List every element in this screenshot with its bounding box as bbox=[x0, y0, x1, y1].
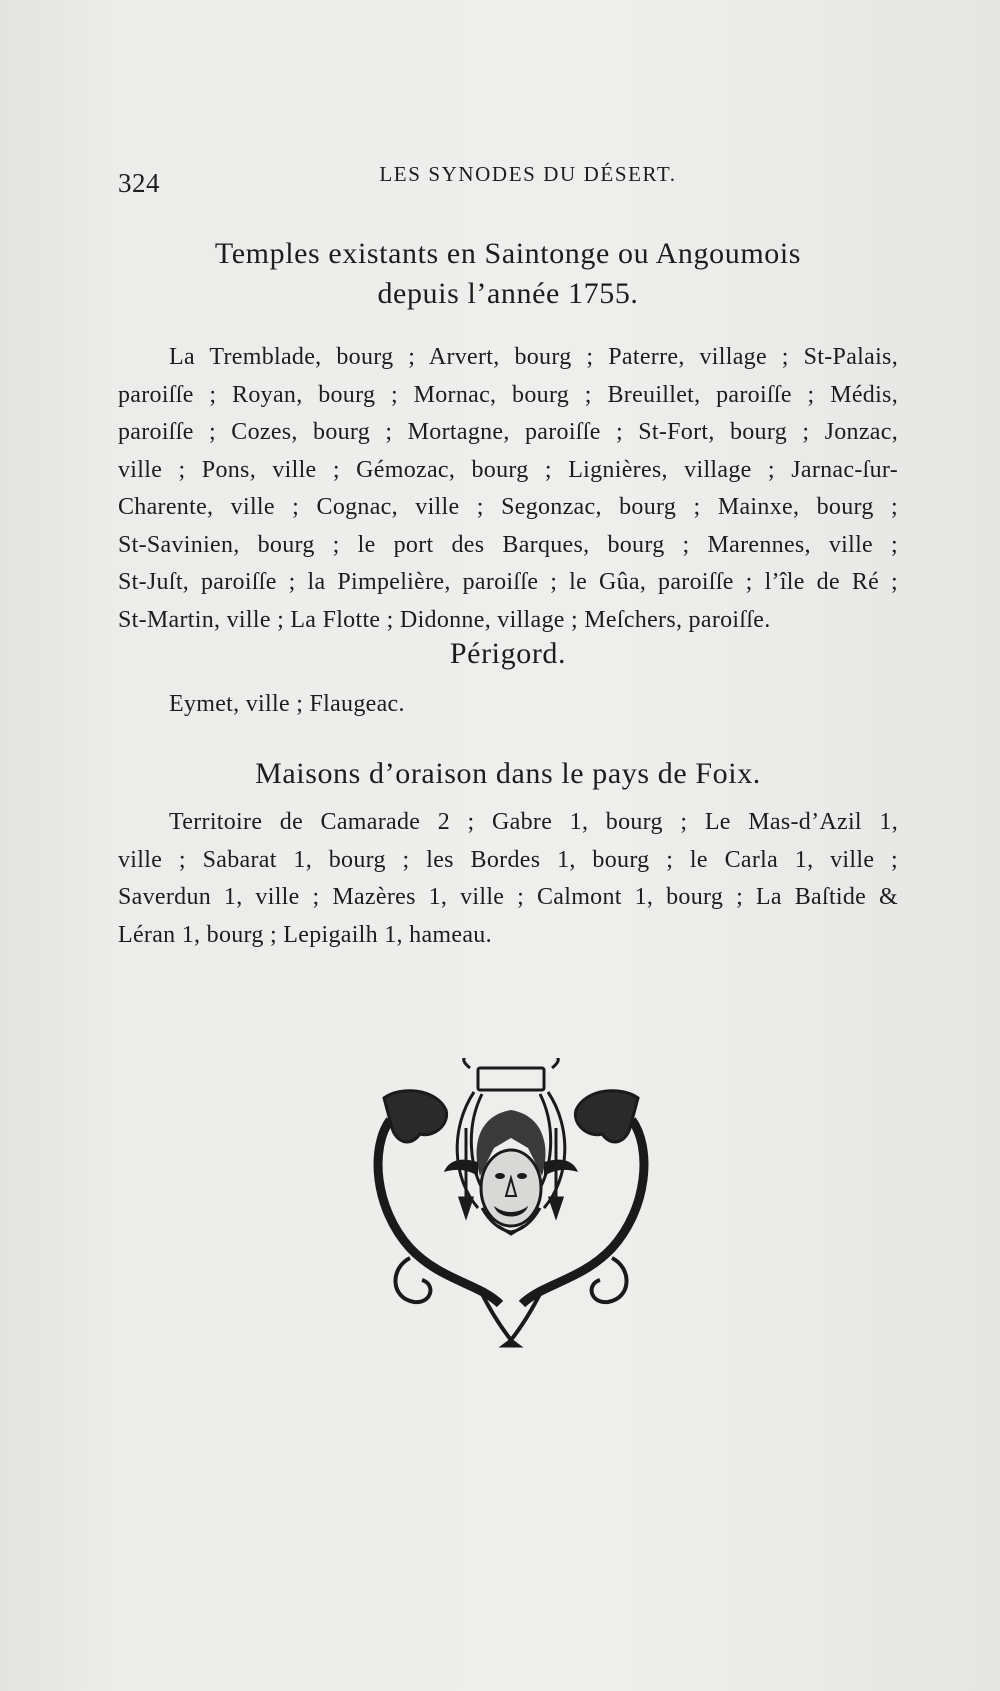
text-line: St-Martin, ville ; La Flotte ; Didonne, village ; Meſchers, paroiſſe. bbox=[118, 606, 771, 633]
text-line: ville ; Pons, ville ; Gémozac, bourg ; Lignières, village ; Jarnac-ſur- bbox=[118, 456, 898, 483]
paragraph-foix bbox=[118, 804, 898, 954]
text-line: Territoire de Camarade 2 ; Gabre 1, bourg ; Le Mas-d’Azil 1, bbox=[169, 809, 898, 835]
heading-line: depuis l’année 1755. bbox=[377, 277, 639, 310]
text-line: La Tremblade, bourg ; Arvert, bourg ; Paterre, village ; St-Palais, bbox=[169, 344, 898, 370]
paragraph-perigord: Eymet, ville ; Flaugeac. bbox=[169, 691, 405, 717]
section-heading-saintonge bbox=[118, 234, 898, 314]
section-heading-perigord bbox=[118, 634, 898, 674]
heading-line: Temples existants en Saintonge ou Angoumois bbox=[214, 237, 802, 270]
heading-line: Périgord. bbox=[449, 637, 567, 670]
heading-line: Maisons d’oraison dans le pays de Foix. bbox=[255, 757, 761, 790]
running-head bbox=[118, 160, 898, 196]
section-heading-foix bbox=[118, 754, 898, 794]
text-line: Léran 1, bourg ; Lepigailh 1, hameau. bbox=[118, 921, 492, 948]
text-line: St-Savinien, bourg ; le port des Barques, bourg ; Marennes, ville ; bbox=[118, 531, 898, 558]
text-line: Charente, ville ; Cognac, ville ; Segonzac, bourg ; Mainxe, bourg ; bbox=[118, 494, 898, 520]
grotesque-mask-ornament-icon bbox=[370, 1058, 652, 1348]
running-title: LES SYNODES DU DÉSERT. bbox=[379, 162, 677, 186]
text-line: St-Juſt, paroiſſe ; la Pimpelière, paroiſſe ; le Gûa, paroiſſe ; l’île de Ré ; bbox=[118, 569, 898, 595]
page-number: 324 bbox=[118, 168, 160, 198]
text-line: Saverdun 1, ville ; Mazères 1, ville ; Calmont 1, bourg ; La Baſtide & bbox=[118, 884, 898, 910]
text-line: paroiſſe ; Royan, bourg ; Mornac, bourg ; Breuillet, paroiſſe ; Médis, bbox=[118, 381, 898, 408]
text-line: ville ; Sabarat 1, bourg ; les Bordes 1, bourg ; le Carla 1, ville ; bbox=[118, 846, 898, 873]
paragraph-saintonge bbox=[118, 339, 898, 639]
text-line: paroiſſe ; Cozes, bourg ; Mortagne, paroiſſe ; St-Fort, bourg ; Jonzac, bbox=[118, 419, 898, 445]
